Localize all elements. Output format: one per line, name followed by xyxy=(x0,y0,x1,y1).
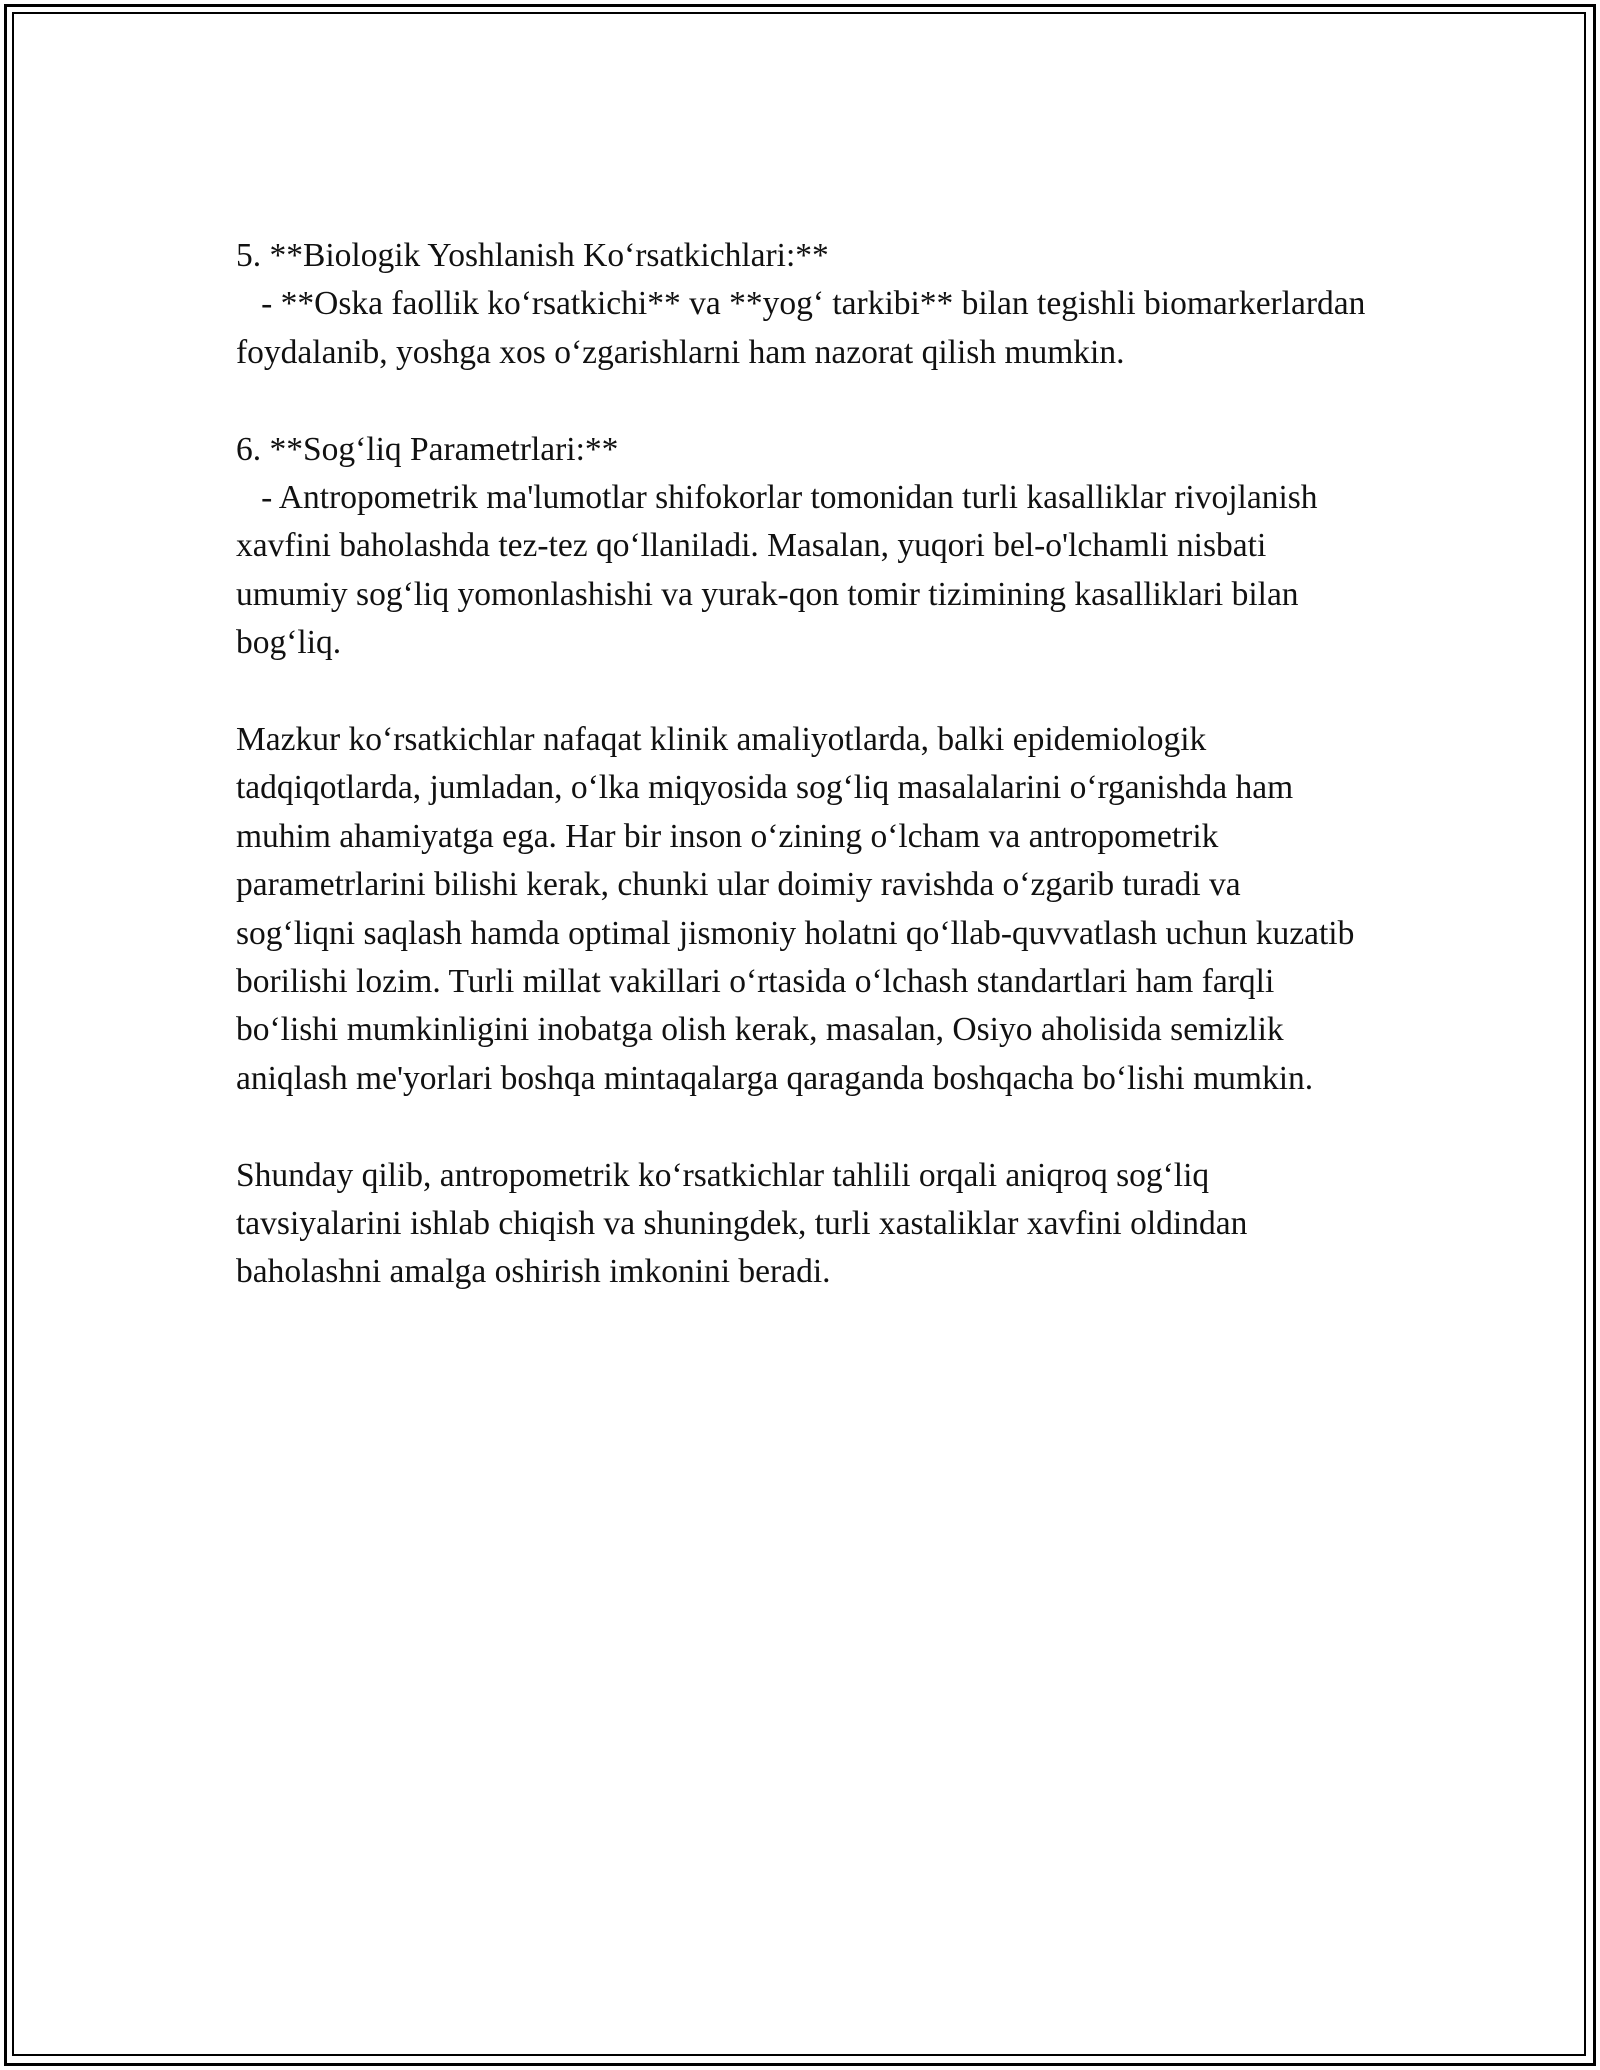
body-paragraph-1: Mazkur koʻrsatkichlar nafaqat klinik amaliyotlarda, balki epidemiologik tadqiqotlarda, jumladan, oʻlka miqyosida sogʻliq masalalarini oʻrganishda ham muhim ahamiyatga ega. Har bir inson oʻzining oʻlcham va antropometrik parametrlarini bilishi kerak, chunki ular doimiy ravishda oʻzgarib turadi va sogʻliqni saqlash hamda optimal jismoniy holatni qoʻllab-quvvatlash uchun kuzatib borilishi lozim. Turli millat vakillari oʻrtasida oʻlchash standartlari ham farqli boʻlishi mumkinligini inobatga olish kerak, masalan, Osiyo aholisida semizlik aniqlash me'yorlari boshqa mintaqalarga qaraganda boshqacha boʻlishi mumkin. xyxy=(236,721,1363,1097)
section-5-item: - **Oska faollik koʻrsatkichi** va **yogʻ tarkibi** bilan tegishli biomarkerlardan foydalanib, yoshga xos oʻzgarishlarni ham nazorat qilish mumkin. xyxy=(236,285,1374,371)
body-paragraph-2: Shunday qilib, antropometrik koʻrsatkichlar tahlili orqali aniqroq sogʻliq tavsiyalarini ishlab chiqish va shuningdek, turli xastaliklar xavfini oldindan baholashni amalga oshirish imkonini beradi. xyxy=(236,1156,1256,1291)
document-body xyxy=(236,232,1374,1297)
section-6-heading: 6. **Sogʻliq Parametrlari:** xyxy=(236,430,619,468)
paragraph-gap xyxy=(236,668,1366,716)
paragraph-gap xyxy=(236,1103,1366,1151)
section-5-heading: 5. **Biologik Yoshlanish Koʻrsatkichlari:** xyxy=(236,237,829,274)
section-6-item: - Antropometrik ma'lumotlar shifokorlar tomonidan turli kasalliklar rivojlanish xavfini baholashda tez-tez qoʻllaniladi. Masalan, yuqori bel-o'lchamli nisbati umumiy sogʻliq yomonlashishi va yurak-qon tomir tizimining kasalliklari bilan bogʻliq. xyxy=(236,479,1326,662)
paragraph-gap xyxy=(236,377,1366,425)
